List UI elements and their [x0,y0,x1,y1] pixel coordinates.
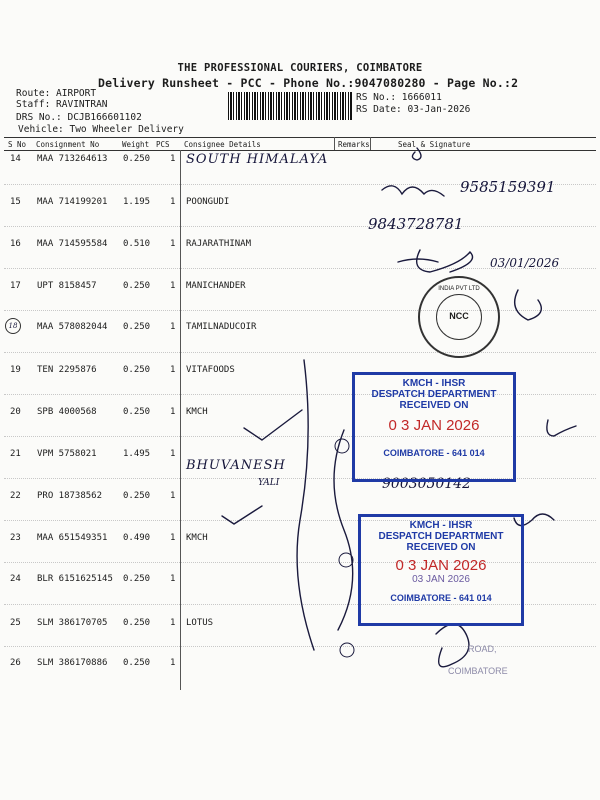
row-consignment-no: MAA 651549351 [37,533,108,543]
stamp2-date-overlay: 03 JAN 2026 [412,574,470,585]
row-consignment-no: MAA 714199201 [37,197,108,207]
handwritten-phone-row16: 9843728781 [368,215,464,233]
row-sno: 23 [10,533,21,543]
handwritten-consignee-row14: SOUTH HIMALAYA [186,152,329,167]
row-pcs: 1 [170,197,176,207]
row-pcs: 1 [170,407,176,417]
row-pcs: 1 [170,281,176,291]
col-sno: S No [8,140,27,149]
row-weight: 0.250 [123,281,151,291]
company-seal [418,276,500,358]
row-weight: 1.195 [123,197,151,207]
row-sno: 21 [10,449,21,459]
row-pcs: 1 [170,239,176,249]
handwritten-sub-row21: YALI [258,478,280,488]
stamp2-line1: KMCH - IHSR [409,520,473,531]
row-pcs: 1 [170,658,176,668]
row-weight: 0.250 [123,365,151,375]
row-sno: 20 [10,407,21,417]
row-weight: 1.495 [123,449,151,459]
col-consignee: Consignee Details [184,140,261,149]
document-subtitle: Delivery Runsheet - PCC - Phone No.:9047080280 - Page No.:2 [98,76,519,90]
row-weight: 0.510 [123,239,151,249]
row-consignee: MANICHANDER [186,281,246,291]
row-consignment-no: MAA 713264613 [37,154,108,164]
row-consignment-no: PRO 18738562 [37,491,103,501]
row-consignment-no: SLM 386170705 [37,618,108,628]
document-title: THE PROFESSIONAL COURIERS, COIMBATORE [177,62,423,74]
row-pcs: 1 [170,365,176,375]
row-consignment-no: UPT 8158457 [37,281,97,291]
stamp2-footer: COIMBATORE - 641 014 [390,593,492,603]
faint-stamp-line1: ROAD, [468,644,497,654]
row-consignment-no: SLM 386170886 [37,658,108,668]
vehicle-label: Vehicle: Two Wheeler Delivery [18,124,184,135]
stamp1-footer: COIMBATORE - 641 014 [383,448,485,458]
staff-label: Staff: RAVINTRAN [16,99,108,110]
route-label: Route: AIRPORT [16,88,97,99]
row-sno: 26 [10,658,21,668]
row-weight: 0.250 [123,322,151,332]
circled-row-number: 18 [5,318,21,334]
row-consignee: LOTUS [186,618,214,628]
row-weight: 0.250 [123,618,151,628]
row-consignee: KMCH [186,533,208,543]
row-sno: 19 [10,365,21,375]
stamp1-date: 0 3 JAN 2026 [388,417,480,434]
stamp1-line2: DESPATCH DEPARTMENT [371,389,497,400]
handwritten-phone-row21: 9003050142 [382,476,472,492]
row-pcs: 1 [170,574,176,584]
faint-stamp-line2: COIMBATORE [448,666,508,676]
row-pcs: 1 [170,533,176,543]
row-weight: 0.250 [123,491,151,501]
row-weight: 0.250 [123,154,151,164]
row-consignment-no: MAA 714595584 [37,239,108,249]
row-weight: 0.250 [123,574,151,584]
handwritten-phone-row15: 9585159391 [460,178,556,196]
row-consignment-no: SPB 4000568 [37,407,97,417]
row-consignee: KMCH [186,407,208,417]
col-pcs: PCS [156,140,170,149]
row-pcs: 1 [170,154,176,164]
col-remarks: Remarks [338,140,370,149]
col-weight: Weight [122,140,150,149]
rs-date: RS Date: 03-Jan-2026 [356,104,471,115]
row-sno: 25 [10,618,21,628]
drs-number: DRS No.: DCJB166601102 [16,112,142,123]
row-weight: 0.250 [123,407,151,417]
handwritten-consignee-row21: BHUVANESH [186,458,286,473]
stamp1-line1: KMCH - IHSR [402,378,466,389]
row-consignment-no: BLR 6151625145 [37,574,113,584]
received-stamp-2 [358,514,524,626]
row-consignment-no: MAA 578082044 [37,322,108,332]
row-consignment-no: TEN 2295876 [37,365,97,375]
handwritten-date-row16: 03/01/2026 [490,256,560,270]
row-sno: 15 [10,197,21,207]
received-stamp-1 [352,372,516,482]
row-weight: 0.490 [123,533,151,543]
seal-center-text: NCC [449,311,469,321]
row-sno: 24 [10,574,21,584]
row-sno: 16 [10,239,21,249]
stamp2-line3: RECEIVED ON [406,542,476,553]
row-pcs: 1 [170,618,176,628]
row-sno: 22 [10,491,21,501]
row-consignee: POONGUDI [186,197,230,207]
row-sno: 14 [10,154,21,164]
stamp1-line3: RECEIVED ON [399,400,469,411]
row-consignee: TAMILNADUCOIR [186,322,257,332]
row-pcs: 1 [170,449,176,459]
stamp2-line2: DESPATCH DEPARTMENT [378,531,504,542]
row-weight: 0.250 [123,658,151,668]
row-consignment-no: VPM 5758021 [37,449,97,459]
row-pcs: 1 [170,491,176,501]
row-consignee: RAJARATHINAM [186,239,252,249]
col-seal-signature: Seal & Signature [398,140,471,149]
row-pcs: 1 [170,322,176,332]
rs-number: RS No.: 1666011 [356,92,442,103]
row-sno: 17 [10,281,21,291]
seal-ring-text: INDIA PVT LTD [438,286,480,292]
row-consignee: VITAFOODS [186,365,235,375]
stamp2-date: 0 3 JAN 2026 [395,557,487,574]
col-consignment: Consignment No [36,140,100,149]
